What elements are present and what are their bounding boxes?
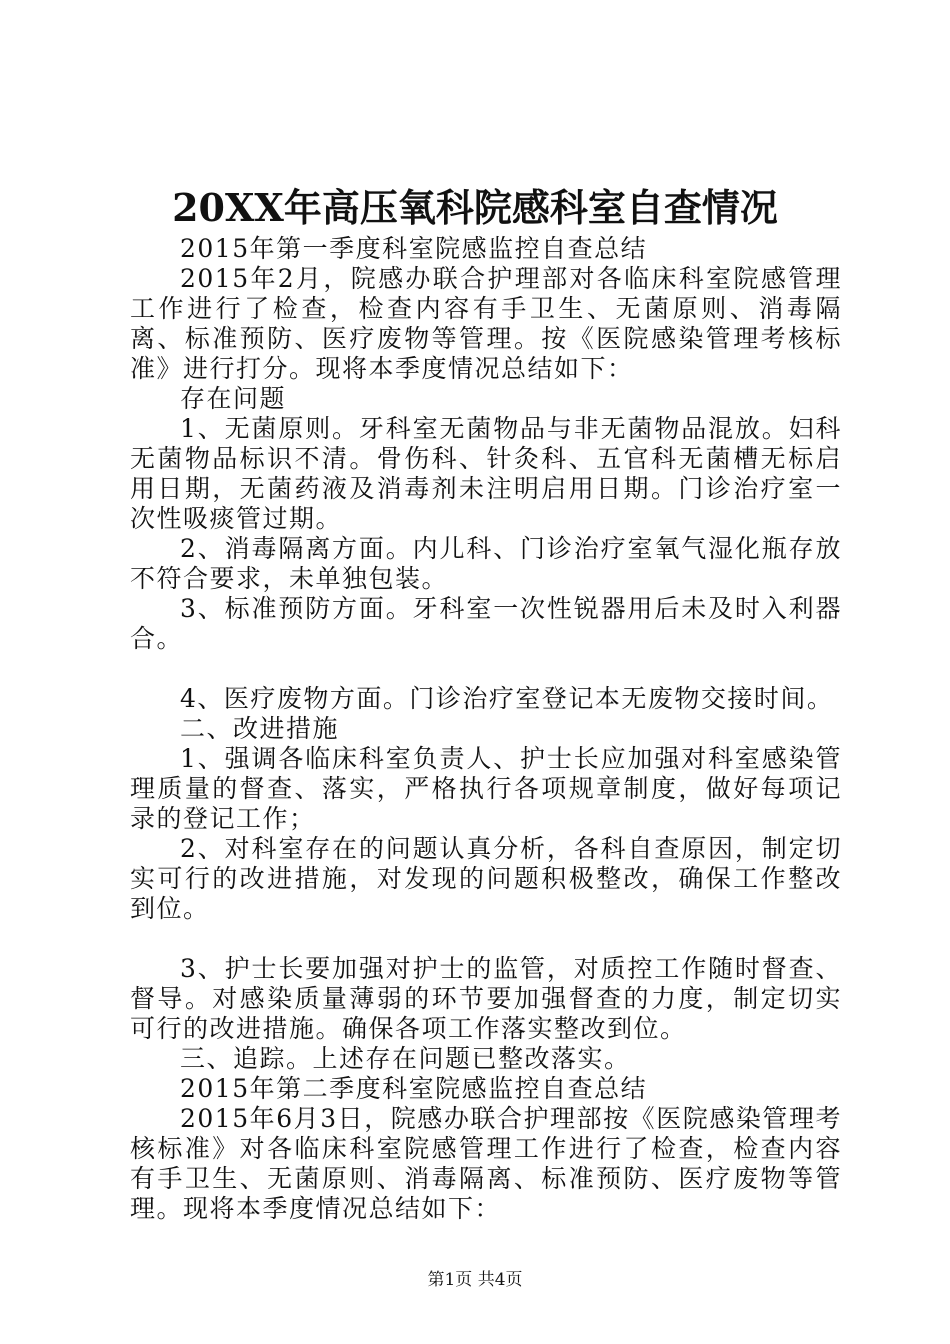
paragraph-measure-1: 1、强调各临床科室负责人、护士长应加强对科室感染管理质量的督查、落实，严格执行各项规章制度，做好每项记录的登记工作； (130, 744, 842, 833)
paragraph-tracking: 三、追踪。上述存在问题已整改落实。 (180, 1044, 631, 1073)
paragraph-q2-heading: 2015年第二季度科室院感监控自查总结 (180, 1074, 648, 1103)
paragraph-problems-heading: 存在问题 (180, 384, 287, 413)
paragraph-q1-heading: 2015年第一季度科室院感监控自查总结 (180, 234, 648, 263)
paragraph-problem-2: 2、消毒隔离方面。内儿科、门诊治疗室氧气湿化瓶存放不符合要求，未单独包装。 (130, 534, 842, 593)
document-body (130, 234, 842, 1224)
paragraph-gap (130, 924, 842, 954)
paragraph-q2-intro: 2015年6月3日，院感办联合护理部按《医院感染管理考核标准》对各临床科室院感管理工作进行了检查，检查内容有手卫生、无菌原则、消毒隔离、标准预防、医疗废物等管理。现将本季度情况总结如下： (130, 1104, 842, 1223)
paragraph-q1-intro: 2015年2月，院感办联合护理部对各临床科室院感管理工作进行了检查，检查内容有手卫生、无菌原则、消毒隔离、标准预防、医疗废物等管理。按《医院感染管理考核标准》进行打分。现将本季度情况总结如下： (130, 264, 842, 383)
paragraph-measure-3: 3、护士长要加强对护士的监管，对质控工作随时督查、督导。对感染质量薄弱的环节要加强督查的力度，制定切实可行的改进措施。确保各项工作落实整改到位。 (130, 954, 842, 1043)
paragraph-gap (130, 654, 842, 684)
paragraph-problem-3: 3、标准预防方面。牙科室一次性锐器用后未及时入利器合。 (130, 594, 842, 653)
paragraph-problem-4: 4、医疗废物方面。门诊治疗室登记本无废物交接时间。 (180, 684, 834, 713)
paragraph-problem-1: 1、无菌原则。牙科室无菌物品与非无菌物品混放。妇科无菌物品标识不清。骨伤科、针灸科、五官科无菌槽无标启用日期，无菌药液及消毒剂未注明启用日期。门诊治疗室一次性吸痰管过期。 (130, 414, 842, 533)
page-footer: 第1页 共4页 (427, 1270, 523, 1290)
document-title: 20XX年高压氧科院感科室自查情况 (172, 185, 778, 230)
paragraph-measure-2: 2、对科室存在的问题认真分析，各科自查原因，制定切实可行的改进措施，对发现的问题积极整改，确保工作整改到位。 (130, 834, 842, 923)
paragraph-measures-heading: 二、改进措施 (180, 714, 340, 743)
